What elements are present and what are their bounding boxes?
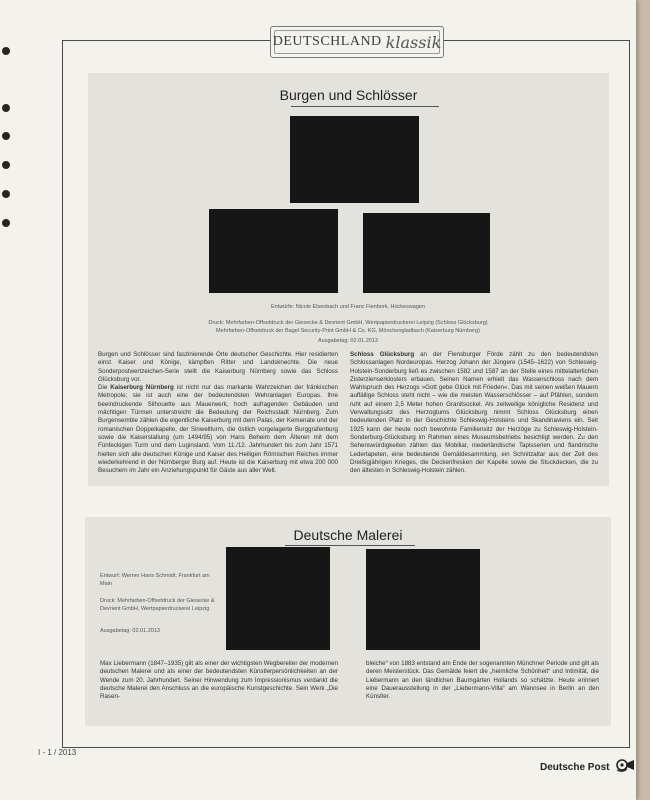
- credit-print-1: Druck: Mehrfarben-Offsetdruck der Giesecke & Devrient GmbH, Wertpapierdruckerei Leipzig (Schloss Glücksburg): [208, 320, 488, 326]
- stamp-slot-1[interactable]: [290, 116, 419, 203]
- credit-design: Entwürfe: Nicole Elsenbach und Franc Fienbork, Hückeswagen: [270, 304, 426, 310]
- text-right-column: bleiche“ von 1883 entstand am Ende der sogenannten Münchner Periode und gilt als deren Meisterstück. Das Gemälde feiert die „heimliche Schönheit“ und Intimität, die Liebermann an den ländlichen Baumgärten Hollands so schätzte. Heute erinnert eine Dauerausstellung in der „Liebermann-Villa“ am Wannsee in Berlin an den Künstler.: [366, 660, 599, 701]
- binder-hole: [2, 132, 10, 140]
- header-badge: [270, 26, 444, 58]
- binder-hole: [2, 104, 10, 112]
- text-right-column: [350, 351, 598, 475]
- deutsche-post-logo: [540, 758, 635, 777]
- stamp-slot-4[interactable]: [226, 547, 330, 650]
- deutsche-post-horn-icon: [613, 758, 635, 777]
- binder-hole: [2, 219, 10, 227]
- brand-script: klassik: [385, 32, 442, 52]
- binder-hole: [2, 47, 10, 55]
- credit-design: Entwurf: Werner Hans Schmidt, Frankfurt am Main: [100, 573, 210, 587]
- credit-print-2: Mehrfarben-Offsetdruck der Bagel Security-Print GmbH & Co. KG, Mönchengladbach (Kaiserburg Nürnberg): [215, 328, 481, 334]
- title-underline: [285, 545, 415, 546]
- paragraph-intro: Burgen und Schlösser sind faszinierende Orte deutscher Geschichte. Hier residierten einst Kaiser und Könige, kämpften Ritter und Landsknechte. Die neue Sonderpostwertzeichen-Serie stellt die Kaiserburg Nürnberg sowie das Schloss Glücksburg vor.: [98, 351, 338, 383]
- section-deutsche-malerei: [85, 517, 611, 726]
- stamp-slot-5[interactable]: [366, 549, 480, 650]
- credit-print: Druck: Mehrfarben-Offsetdruck der Giesecke & Devrient GmbH, Wertpapierdruckerei Leipzig: [100, 598, 215, 612]
- credit-issue: Ausgabetag: 02.01.2013: [318, 338, 378, 344]
- paragraph-kaiserburg: ist nicht nur das markante Wahrzeichen der fränkischen Metropole; sie ist auch eine der bedeutendsten Wehranlagen Europas. Ihre beeindruckende Silhouette aus Mauerwerk, hoch aufragenden Gebäuden und mächtigen Türmen unterstreicht die Bedeutung der Reichsstadt Nürnberg. Zum Burgensemble zählen die eigentliche Kaiserburg mit dem Palas, der Kemenate und der romanischen Doppelkapelle, der Sinwellturm, die östlich vorgelagerte Burggrafenburg sowie die Kaiserstallung (um 1494/95) von Hans Beheim dem Älteren mit dem Fünfeckigen Turm und dem Luginsland. Vom 11./12. Jahrhundert bis zum Jahr 1571 hielten sich alle deutschen Könige und Kaiser des Heiligen Römischen Reiches immer wiederkehrend in der Nürnberger Burg auf. Heute ist die Kaiserburg mit etwa 200 000 Besuchern im Jahr ein Anziehungspunkt für Gäste aus aller Welt.: [98, 384, 338, 475]
- paragraph-prefix: Die: [98, 384, 108, 392]
- brand-main: DEUTSCHLAND: [272, 34, 382, 49]
- text-left-column: [98, 351, 338, 475]
- bold-kaiserburg: Kaiserburg Nürnberg: [110, 384, 174, 392]
- text-left-column: Max Liebermann (1847–1935) gilt als einer der wichtigsten Wegbereiter der modernen deutschen Malerei und als einer der bedeutendsten Künstlerpersönlichkeiten an der Wende zum 20. Jahrhundert. Seiner Hinwendung zum Impressionismus verdankt die deutsche Malerei den Anschluss an die europäische Kunstgeschichte. Sein Werk „Die Rasen-: [100, 660, 338, 701]
- paragraph-gluecksburg: an der Flensburger Förde zählt zu den bedeutendsten Schlossanlagen Nordeuropas. Herzog Johann der Jüngere (1545–1622) von Schleswig-Holstein-Sonderburg ließ es zwischen 1582 und 1587 an der Stelle eines mittelalterlichen Zisterzienserklosters erbauen. Seinen Namen erhielt das Wasserschloss nach dem Wahlspruch des Herzogs »Gott gebe Glück mit Frieden«. Das mit seinen weißen Mauern auffällige Schloss steht nicht – wie die meisten Wasserschlösser – auf Pfählen, sondern ruht auf einem 2,5 Meter hohen Granitsockel. Als zeitweilige königliche Residenz und Verwaltungssitz des Herzogtums Glücksburg nimmt Schloss Glücksburg einen bedeutenden Platz in der Geschichte Schleswig-Holsteins und Skandinaviens ein. Seit 1925 kann der heute noch bewohnte Familiensitz der Herzöge zu Schleswig-Holstein-Sonderburg-Glücksburg im Rahmen eines Museumsbetriebs besichtigt werden. Zu den Sehenswürdigkeiten zählen das Mobiliar, niederländische Tapisserien und flandrische Ledertapeten, eine bedeutende Gemäldesammlung, ein Schnitzaltar aus der Zeit des Dreißigjährigen Krieges, die Deckenfresken der Kapelle sowie die Stuckdecken, die zu den ältesten in Schleswig-Holstein zählen.: [350, 351, 598, 475]
- stamp-slot-3[interactable]: [363, 213, 490, 293]
- section-burgen-schloesser: [88, 73, 609, 486]
- section-title: Burgen und Schlösser: [279, 87, 418, 103]
- page-number: I - 1 / 2013: [38, 748, 77, 757]
- credit-issue: Ausgabetag: 02.01.2013: [100, 628, 160, 634]
- stamp-slot-2[interactable]: [209, 209, 338, 293]
- binder-hole: [2, 190, 10, 198]
- bold-gluecksburg: Schloss Glücksburg: [350, 351, 415, 358]
- binder-hole: [2, 161, 10, 169]
- section-title: Deutsche Malerei: [293, 527, 403, 543]
- title-underline: [291, 106, 439, 107]
- logo-text: Deutsche Post: [540, 762, 610, 773]
